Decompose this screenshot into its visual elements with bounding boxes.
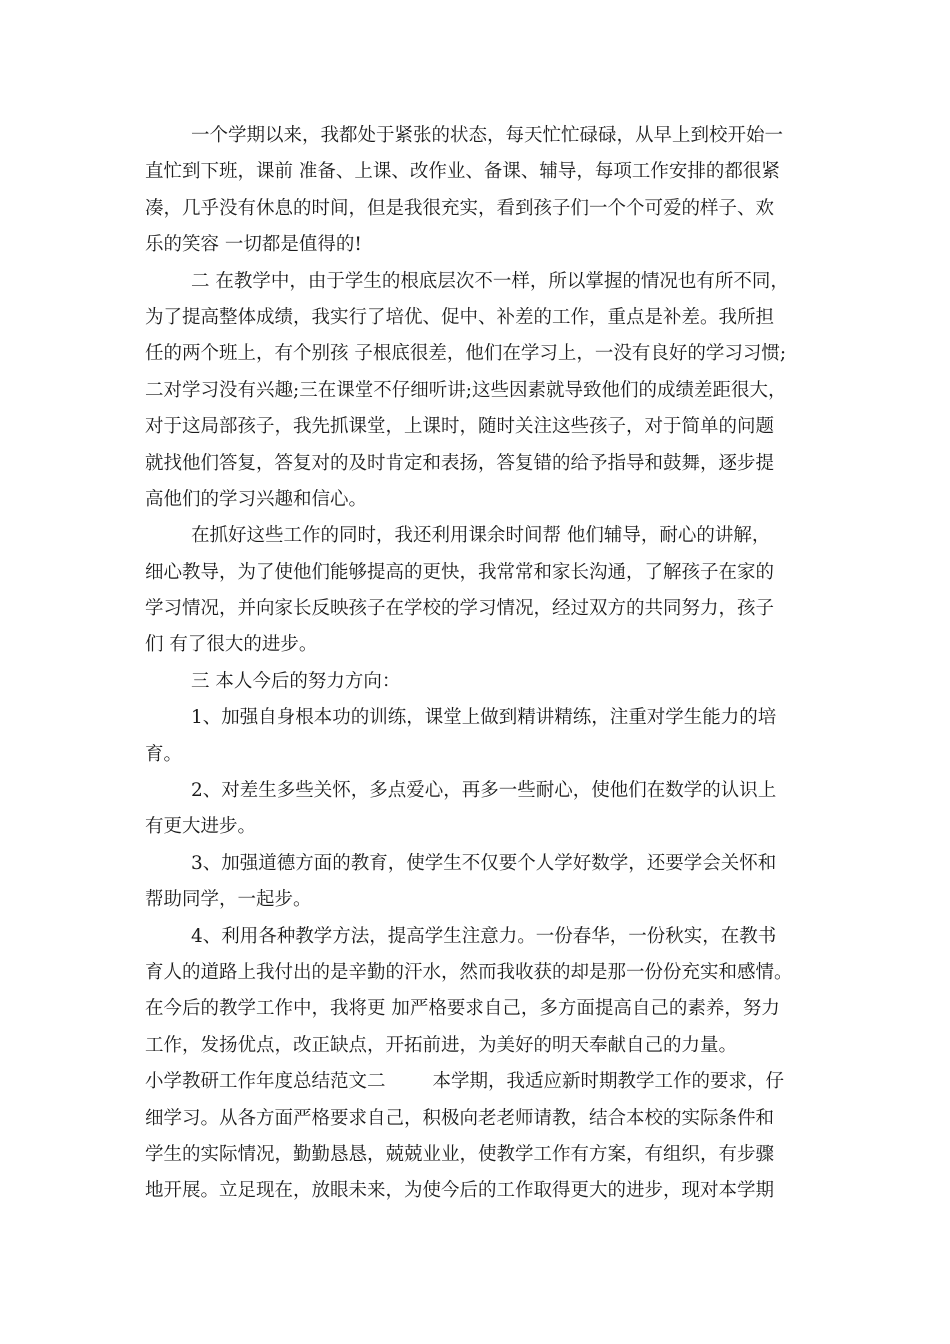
text-line: 育人的道路上我付出的是辛勤的汗水，然而我收获的却是那一份份充实和感情。 [145,961,793,983]
text-line: 1、加强自身根本功的训练，课堂上做到精讲精练，注重对学生能力的培 [191,707,777,729]
text-line: 二对学习没有兴趣;三在课堂不仔细听讲;这些因素就导致他们的成绩差距很大， [145,379,787,401]
text-line: 凑，几乎没有休息的时间，但是我很充实，看到孩子们一个个可爱的样子、欢 [145,197,775,219]
text-line: 有更大进步。 [145,816,257,838]
text-line: 对于这局部孩子，我先抓课堂，上课时，随时关注这些孩子，对于简单的问题 [145,416,775,438]
text-line: 细心教导，为了使他们能够提高的更快，我常常和家长沟通，了解孩子在家的 [145,561,775,583]
text-line: 小学教研工作年度总结范文二 本学期，我适应新时期教学工作的要求，仔 [145,1071,785,1093]
text-line: 3、加强道德方面的教育，使学生不仅要个人学好数学，还要学会关怀和 [191,852,777,874]
text-line: 细学习。从各方面严格要求自己，积极向老老师请教，结合本校的实际条件和 [145,1107,775,1129]
text-line: 们 有了很大的进步。 [145,634,318,656]
text-line: 学生的实际情况，勤勤恳恳，兢兢业业，使教学工作有方案，有组织，有步骤 [145,1143,775,1165]
text-line: 育。 [145,743,183,765]
text-line: 二 在教学中，由于学生的根底层次不一样，所以掌握的情况也有所不同， [191,270,789,292]
text-line: 2、对差生多些关怀，多点爱心，再多一些耐心，使他们在数学的认识上 [191,780,777,802]
text-line: 在抓好这些工作的同时，我还利用课余时间帮 他们辅导，耐心的讲解， [191,525,771,547]
text-line: 任的两个班上，有个别孩 子根底很差，他们在学习上，一没有良好的学习习惯; [145,343,787,365]
text-line: 直忙到下班，课前 准备、上课、改作业、备课、辅导，每项工作安排的都很紧 [145,161,780,183]
text-line: 4、利用各种教学方法，提高学生注意力。一份春华，一份秋实，在教书 [191,925,777,947]
text-line: 高他们的学习兴趣和信心。 [145,488,368,510]
text-line: 工作，发扬优点，改正缺点，开拓前进，为美好的明天奉献自己的力量。 [145,1034,738,1056]
text-line: 为了提高整体成绩，我实行了培优、促中、补差的工作，重点是补差。我所担 [145,306,775,328]
text-line: 地开展。立足现在，放眼未来，为使今后的工作取得更大的进步，现对本学期 [145,1180,775,1202]
text-line: 三 本人今后的努力方向： [191,670,401,692]
text-line: 在今后的教学工作中，我将更 加严格要求自己，多方面提高自己的素养，努力 [145,998,780,1020]
text-line: 学习情况，并向家长反映孩子在学校的学习情况，经过双方的共同努力，孩子 [145,598,775,620]
text-line: 乐的笑容 一切都是值得的! [145,234,362,256]
text-line: 就找他们答复，答复对的及时肯定和表扬，答复错的给予指导和鼓舞，逐步提 [145,452,775,474]
text-line: 一个学期以来，我都处于紧张的状态，每天忙忙碌碌，从早上到校开始一 [191,125,784,146]
body-text [145,118,825,1210]
text-line: 帮助同学，一起步。 [145,889,312,911]
